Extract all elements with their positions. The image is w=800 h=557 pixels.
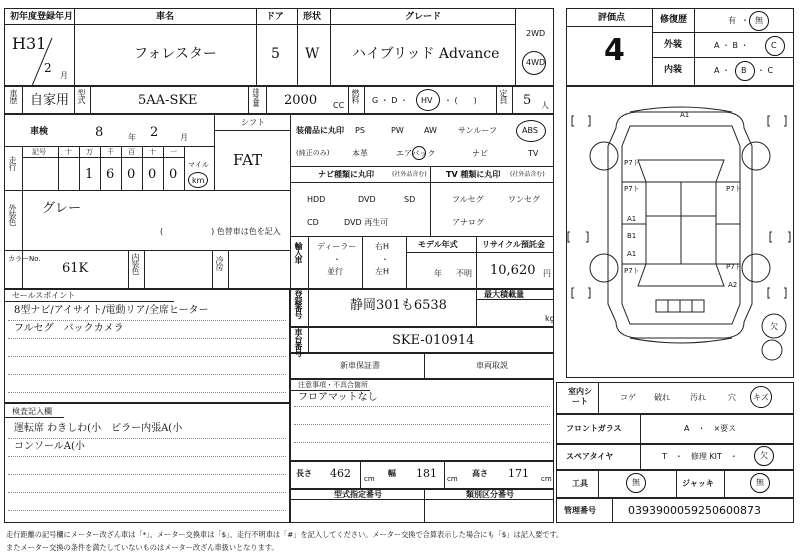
warranty-box xyxy=(290,353,554,379)
height-label: 高さ xyxy=(472,469,488,478)
tv-title: TV 種類に丸印 xyxy=(446,170,501,179)
reg-era: H31 xyxy=(12,34,47,53)
equip-abs: ABS xyxy=(522,126,538,135)
damage-mark: P7ト xyxy=(726,185,742,193)
dotted-line xyxy=(8,474,286,475)
footer-note: 走行距離の記号欄にメーター改ざん車は「*」、メーター交換車は「$」、走行不明車は「#」を記入してください。メーター交換で合算表示した場合にも「$」は記入要です。 xyxy=(6,530,564,539)
divider xyxy=(598,470,599,498)
color-no-label: カラーNo. xyxy=(8,255,41,263)
score-label: 評価点 xyxy=(598,13,626,23)
tv-title-note: (社外品含む) xyxy=(510,171,545,178)
divider xyxy=(22,250,23,289)
dotted-line xyxy=(8,356,286,357)
diagram-right-mark: 欠 xyxy=(770,322,778,331)
capacity: 5 xyxy=(523,93,532,108)
chassis-label: 車台番号 xyxy=(294,328,303,356)
capacity-label: 定員 xyxy=(499,89,508,103)
exterior-grades: A ・ B ・ xyxy=(714,41,749,50)
divider xyxy=(297,8,298,86)
divider xyxy=(90,86,91,114)
recycle-yen: 円 xyxy=(543,269,551,278)
dotted-line xyxy=(8,510,286,511)
divider xyxy=(74,8,75,86)
divider xyxy=(4,301,174,302)
mileage-place-label: 百 xyxy=(128,148,135,156)
tools-label: 工具 xyxy=(572,479,588,488)
km-unit: km xyxy=(192,176,205,185)
color-no: 61K xyxy=(62,261,89,276)
dotted-line xyxy=(8,492,286,493)
drive-2wd: 2WD xyxy=(526,29,546,38)
class-label: 類別区分番号 xyxy=(466,490,514,499)
divider xyxy=(22,146,23,190)
ac-label: 冷房 xyxy=(215,256,224,270)
divider xyxy=(476,299,554,300)
divider xyxy=(248,86,249,114)
repair-label: 修復歴 xyxy=(660,15,688,25)
damage-mark: P7ト xyxy=(624,267,640,275)
navi-item: SD xyxy=(404,195,416,204)
inspector-line: コンソールA(小 xyxy=(14,441,85,452)
mileage-place-label: 十 xyxy=(65,148,72,156)
equipment-sub: (純正のみ) xyxy=(296,149,330,157)
type-cert-box xyxy=(290,489,554,523)
import-dealer: ディーラー xyxy=(317,242,357,251)
divider xyxy=(512,86,513,114)
import-label: 輸入車 xyxy=(294,242,303,263)
doors: 5 xyxy=(271,46,280,62)
mileage-digit: 0 xyxy=(148,167,157,182)
car-name-label: 車名 xyxy=(156,12,175,22)
interior-color-label: 内装色 xyxy=(131,253,140,274)
divider xyxy=(100,146,101,190)
kg-unit: kg xyxy=(545,314,555,323)
divider xyxy=(266,86,267,114)
divider xyxy=(79,146,80,190)
fuel-selected: HV xyxy=(421,96,433,105)
divider xyxy=(4,24,515,25)
divider xyxy=(4,190,290,191)
equipment-item: AW xyxy=(424,126,437,135)
damage-mark: A1 xyxy=(627,215,637,223)
mile-label: マイル xyxy=(188,161,209,169)
interior-selected: B xyxy=(741,66,747,75)
score-value: 4 xyxy=(604,33,625,68)
reg-month: 2 xyxy=(44,61,52,75)
divider xyxy=(256,8,257,86)
model-year-unknown: 不明 xyxy=(456,269,472,278)
length-label: 長さ xyxy=(296,469,312,478)
seat-label: 室内シート xyxy=(568,387,592,406)
divider xyxy=(406,236,407,289)
damage-mark: A2 xyxy=(728,281,738,289)
dotted-line xyxy=(8,438,286,439)
ext-color-note: ( ) 色替車は色を記入 xyxy=(160,227,281,236)
divider xyxy=(290,236,554,237)
inspection-year: 8 xyxy=(95,125,104,140)
divider xyxy=(360,461,361,489)
import-parallel: 並行 xyxy=(327,267,343,276)
divider xyxy=(128,250,129,289)
interior-label: 内装 xyxy=(664,65,683,75)
divider xyxy=(22,190,23,250)
equipment-item: 本革 xyxy=(352,149,368,158)
divider xyxy=(566,26,652,27)
windshield-label: フロントガラス xyxy=(566,424,622,433)
fuel-options: G ・ D ・ xyxy=(372,96,408,105)
width-label: 幅 xyxy=(388,469,396,478)
warranty-manual: 車両取説 xyxy=(476,361,508,370)
max-load-label: 最大積載量 xyxy=(484,290,524,299)
reg-month-unit: 月 xyxy=(60,71,68,80)
equipment-item: PS xyxy=(355,126,365,135)
divider xyxy=(694,8,695,86)
mgmt-value: 0393900059250600873 xyxy=(628,504,761,517)
length: 462 xyxy=(330,467,351,480)
dotted-line xyxy=(8,320,286,321)
interior-grades-c: ・ C xyxy=(757,66,774,75)
divider xyxy=(228,250,229,289)
sales-line: フルセグ バックカメラ xyxy=(14,323,124,334)
cm-unit: cm xyxy=(447,475,458,483)
damage-mark: P7ト xyxy=(624,185,640,193)
divider xyxy=(58,146,59,190)
divider xyxy=(290,166,554,167)
damage-mark: P7ト xyxy=(624,159,640,167)
model-year-unit: 年 xyxy=(434,269,442,278)
recycle-label: リサイクル預託金 xyxy=(482,240,545,249)
ext-color: グレー xyxy=(42,201,82,216)
displacement: 2000 xyxy=(284,93,318,108)
divider xyxy=(612,498,613,523)
mileage-digit: 6 xyxy=(106,167,115,182)
divider xyxy=(406,252,554,253)
navi-title: ナビ種類に丸印 xyxy=(318,170,374,179)
divider xyxy=(424,353,425,379)
divider xyxy=(424,489,425,523)
windshield-value: A ・ ×要ス xyxy=(684,424,737,433)
import-dot: ・ xyxy=(381,255,389,264)
divider xyxy=(640,414,641,444)
repair-yes: 有 xyxy=(728,16,736,25)
usage-label: 車歴 xyxy=(9,89,18,103)
divider xyxy=(290,499,554,500)
repair-no: 無 xyxy=(755,16,763,25)
model-value: 5AA-SKE xyxy=(138,93,198,108)
divider xyxy=(652,8,653,86)
inspector-label: 検査記入欄 xyxy=(12,407,52,416)
dotted-line xyxy=(294,424,550,425)
inspection-month: 2 xyxy=(150,125,159,140)
divider xyxy=(214,114,215,190)
divider xyxy=(4,250,290,251)
tv-item: アナログ xyxy=(452,218,484,227)
mileage-place-label: 一 xyxy=(170,148,177,156)
model-label: 型式 xyxy=(77,89,86,103)
drive-4wd: 4WD xyxy=(526,58,546,67)
divider xyxy=(121,146,122,190)
sales-line: 8型ナビ/アイサイト/電動リア/全席ヒーター xyxy=(14,305,209,316)
displacement-label: 排気量 xyxy=(252,88,260,106)
warranty-new: 新車保証書 xyxy=(340,361,380,370)
sales-label: セールスポイント xyxy=(12,291,76,300)
divider xyxy=(430,166,431,236)
divider xyxy=(308,236,309,289)
divider xyxy=(724,470,725,498)
divider xyxy=(4,417,64,418)
shift-label: シフト xyxy=(241,118,265,127)
divider xyxy=(74,86,75,114)
import-dot: ・ xyxy=(333,255,341,264)
grade-label: グレード xyxy=(405,12,442,22)
dotted-line xyxy=(294,442,550,443)
divider xyxy=(212,250,213,289)
footer-note: またメーター交換の条件を満たしていないものはメーター改ざん車扱いとなります。 xyxy=(6,543,279,552)
navi-item: HDD xyxy=(307,195,326,204)
import-left: 左H xyxy=(375,267,390,276)
tv-item: ワンセグ xyxy=(508,195,540,204)
model-year-label: モデル年式 xyxy=(418,240,458,249)
divider xyxy=(22,86,23,114)
equipment-item: サンルーフ xyxy=(458,126,497,135)
divider xyxy=(496,86,497,114)
cc-unit: CC xyxy=(333,101,345,110)
exterior-label: 外装 xyxy=(664,40,683,50)
type-cert-label: 型式指定番号 xyxy=(334,490,382,499)
door-label: ドア xyxy=(266,12,284,22)
divider xyxy=(330,8,331,86)
grade: ハイブリッド Advance xyxy=(352,46,500,62)
divider xyxy=(290,390,370,391)
mileage-place-label: 千 xyxy=(107,148,114,156)
damage-mark: A1 xyxy=(680,111,690,119)
navi-item: CD xyxy=(307,218,319,227)
dotted-line xyxy=(8,392,286,393)
mgmt-label: 管理番号 xyxy=(564,506,596,515)
jack-value: 無 xyxy=(756,478,764,487)
navi-item: DVD xyxy=(358,195,376,204)
divider xyxy=(214,130,290,131)
circle-mark xyxy=(412,146,426,160)
cm-unit: cm xyxy=(541,475,552,483)
capacity-unit: 人 xyxy=(541,101,549,110)
divider xyxy=(22,157,184,158)
tv-item: フルセグ xyxy=(452,195,484,204)
divider xyxy=(184,146,185,190)
equipment-item: TV xyxy=(528,149,539,158)
car-name: フォレスター xyxy=(134,46,217,62)
notes-label: 注意事項・不具合箇所 xyxy=(298,381,368,389)
divider xyxy=(515,8,516,86)
inspector-box xyxy=(4,403,290,523)
divider xyxy=(348,86,349,114)
mileage-digit: 0 xyxy=(127,167,136,182)
seat-selected: キズ xyxy=(753,393,769,402)
equipment-item: ナビ xyxy=(472,149,488,158)
car-diagram xyxy=(566,86,794,378)
interior-grades-a: A ・ xyxy=(714,66,731,75)
equipment-item: PW xyxy=(391,126,404,135)
height: 171 xyxy=(508,467,529,480)
mileage-digit: 0 xyxy=(169,167,178,182)
dotted-line xyxy=(294,406,550,407)
registration-label: 登録番号 xyxy=(294,290,303,318)
inspection-month-unit: 月 xyxy=(180,133,188,142)
mileage-label: 走行 xyxy=(8,156,17,170)
usage-value: 自家用 xyxy=(30,93,70,108)
import-right: 右H xyxy=(375,242,390,251)
shift-value: FAT xyxy=(233,151,263,169)
fuel-label: 燃料 xyxy=(351,89,360,103)
divider xyxy=(4,146,214,147)
reg-year-label: 初年度登録年月 xyxy=(10,12,74,22)
damage-mark: A1 xyxy=(627,250,637,258)
seat-item: 汚れ xyxy=(690,393,706,402)
divider xyxy=(652,57,794,58)
divider xyxy=(598,382,599,414)
recycle-value: 10,620 xyxy=(490,263,536,278)
fuel-paren: ・ ( ) xyxy=(444,96,477,105)
inspector-line: 運転席 わきしわ(小 ピラー内張A(小 xyxy=(14,423,183,434)
mileage-place-label: 十 xyxy=(149,148,156,156)
divider xyxy=(476,236,477,289)
dotted-line xyxy=(8,456,286,457)
dotted-line xyxy=(8,338,286,339)
spare-tire-value: T ・ 修理 KIT ・ xyxy=(662,452,738,461)
divider xyxy=(476,289,477,327)
divider xyxy=(142,146,143,190)
damage-mark: P7ト xyxy=(726,263,742,271)
divider xyxy=(362,236,363,289)
divider xyxy=(308,327,309,353)
mileage-place-label: 万 xyxy=(86,148,93,156)
navi-title-note: (社外品含む) xyxy=(392,171,427,178)
inspection-year-unit: 年 xyxy=(128,133,136,142)
mileage-digit: 1 xyxy=(85,167,94,182)
seat-item: コゲ xyxy=(620,393,636,402)
notes-line: フロアマットなし xyxy=(298,392,378,403)
divider xyxy=(652,32,794,33)
divider xyxy=(676,470,677,498)
dotted-line xyxy=(8,374,286,375)
width: 181 xyxy=(416,467,437,480)
divider xyxy=(640,444,641,470)
exterior-selected: C xyxy=(771,41,777,50)
tools-value: 無 xyxy=(632,478,640,487)
shape-label: 形状 xyxy=(303,12,322,22)
divider xyxy=(163,146,164,190)
jack-label: ジャッキ xyxy=(682,479,714,488)
damage-mark: B1 xyxy=(627,232,637,240)
spare-tire-label: スペアタイヤ xyxy=(566,452,614,461)
seat-item: 破れ xyxy=(654,393,670,402)
divider xyxy=(290,114,291,289)
seat-item: 穴 xyxy=(728,393,736,402)
divider xyxy=(308,289,309,327)
divider xyxy=(444,461,445,489)
divider xyxy=(364,86,365,114)
cm-unit: cm xyxy=(364,475,375,483)
navi-item: DVD 再生可 xyxy=(344,218,389,227)
shape: W xyxy=(305,46,320,62)
ext-color-label: 外装色 xyxy=(8,204,17,225)
divider xyxy=(144,250,145,289)
chassis-value: SKE-010914 xyxy=(392,333,475,348)
divider xyxy=(290,182,554,183)
repair-dot: ・ xyxy=(741,16,749,25)
inspection-label: 車検 xyxy=(30,127,49,137)
equipment-item: エアバック xyxy=(396,149,436,158)
equipment-label: 装備品に丸印 xyxy=(296,126,344,135)
spare-tire-selected: 欠 xyxy=(760,451,768,460)
registration-value: 静岡301も6538 xyxy=(350,298,447,313)
symbol-label: 記号 xyxy=(32,148,46,156)
